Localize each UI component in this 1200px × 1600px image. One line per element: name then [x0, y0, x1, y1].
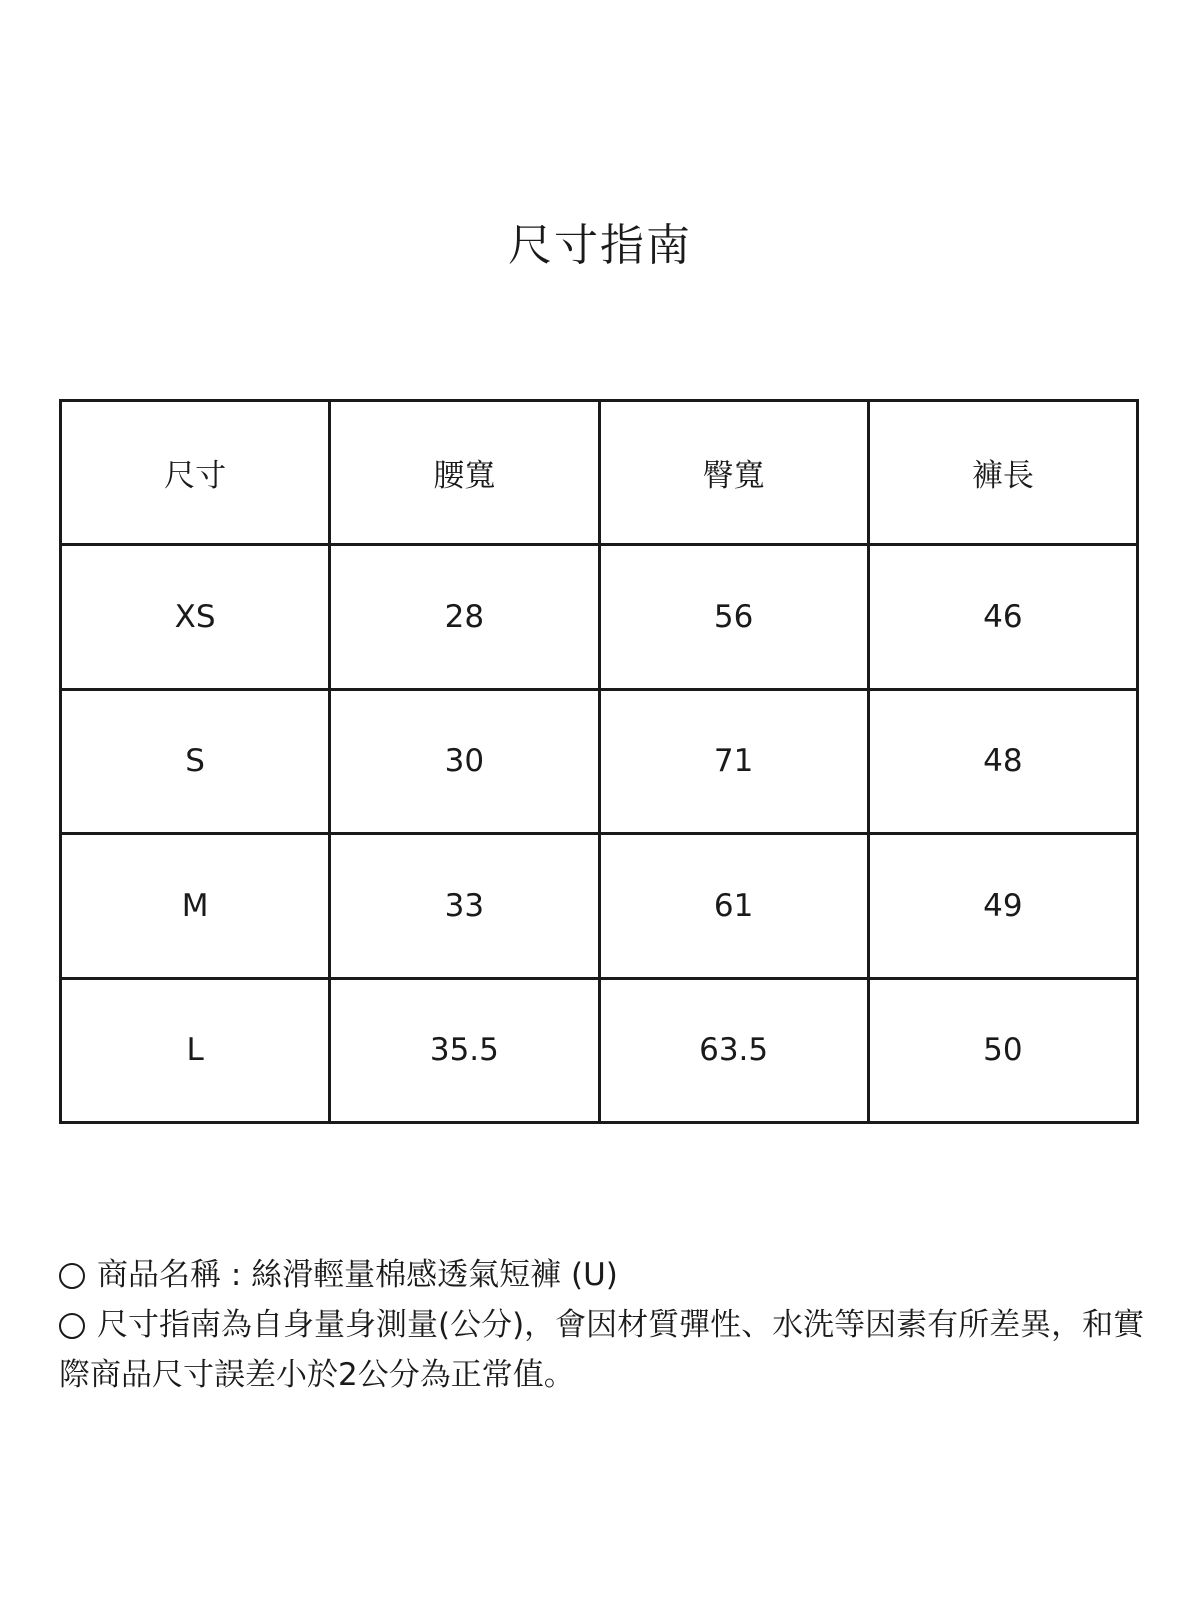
table-row [61, 978, 1138, 1122]
note-measurement [59, 1300, 1149, 1400]
notes-section [59, 1250, 1149, 1400]
table-cell: 30 [330, 689, 599, 833]
table-cell: 48 [868, 689, 1137, 833]
header-cell-size: 尺寸 [61, 401, 330, 545]
table-header-row [61, 401, 1138, 545]
table-cell: 46 [868, 545, 1137, 689]
header-cell-hip: 臀寬 [599, 401, 868, 545]
table-cell: 71 [599, 689, 868, 833]
table-row [61, 545, 1138, 689]
table-cell: 50 [868, 978, 1137, 1122]
table-cell: 28 [330, 545, 599, 689]
circle-icon [59, 1263, 85, 1289]
table-cell: L [61, 978, 330, 1122]
table-cell: 56 [599, 545, 868, 689]
table-cell: XS [61, 545, 330, 689]
note-text: 尺寸指南為自身量身測量(公分)，會因材質彈性、水洗等因素有所差異，和實際商品尺寸誤差小於2公分為正常值。 [59, 1307, 1145, 1393]
table-cell: M [61, 834, 330, 978]
table-row [61, 689, 1138, 833]
size-chart-table [59, 399, 1139, 1124]
circle-icon [59, 1313, 85, 1339]
header-cell-waist: 腰寬 [330, 401, 599, 545]
table-cell: 61 [599, 834, 868, 978]
table-cell: 49 [868, 834, 1137, 978]
header-cell-length: 褲長 [868, 401, 1137, 545]
table-row [61, 834, 1138, 978]
table-cell: 63.5 [599, 978, 868, 1122]
table-cell: S [61, 689, 330, 833]
note-product-name [59, 1250, 1149, 1300]
table-cell: 35.5 [330, 978, 599, 1122]
table-cell: 33 [330, 834, 599, 978]
note-text: 商品名稱 : 絲滑輕量棉感透氣短褲 (U) [97, 1257, 618, 1293]
page-title: 尺寸指南 [508, 220, 692, 271]
